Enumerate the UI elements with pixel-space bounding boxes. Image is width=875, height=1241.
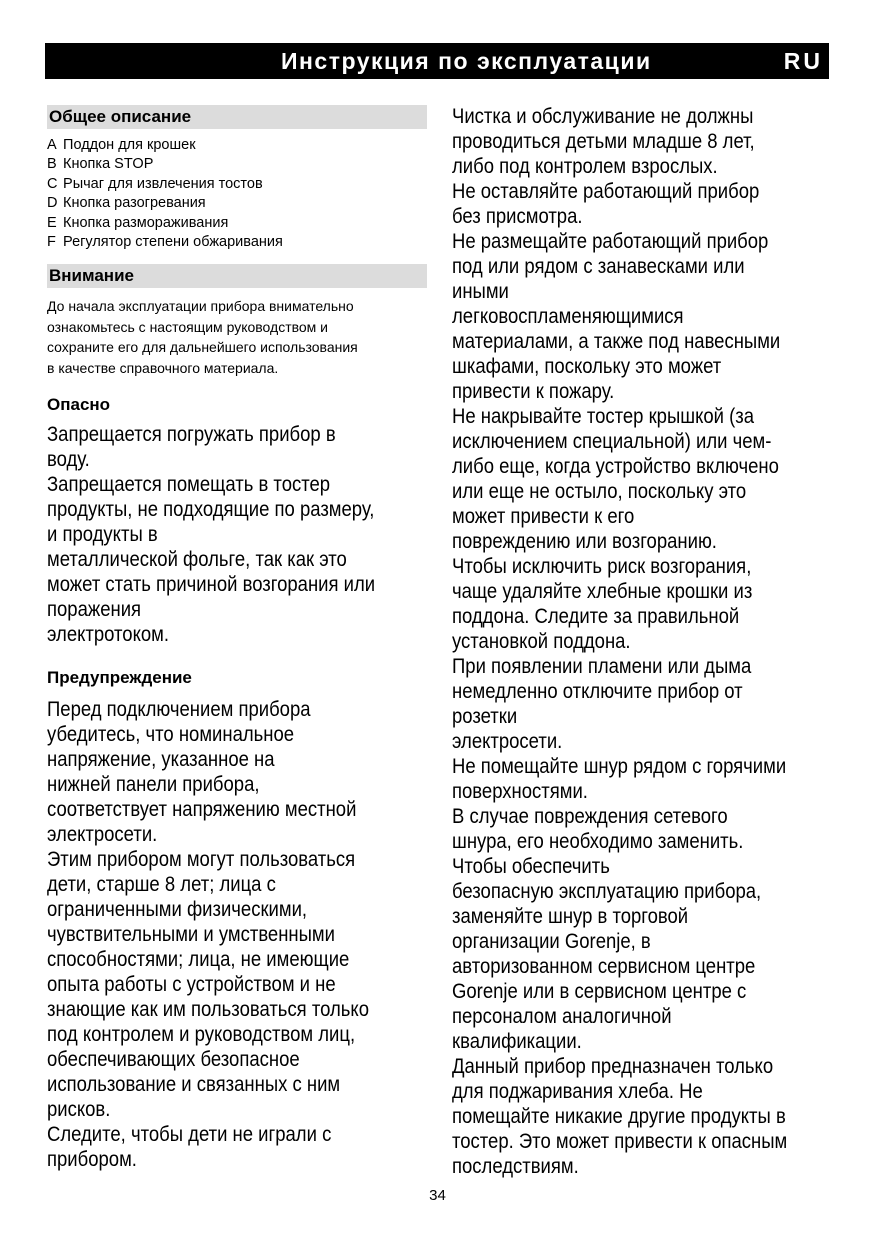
part-letter: D (47, 195, 58, 212)
text-line: Чистка и обслуживание не должны (452, 104, 754, 128)
part-label: Кнопка разогревания (63, 195, 206, 212)
text-line: использование и связанных с ним (47, 1072, 341, 1097)
text-line: проводиться детьми младше 8 лет, (452, 129, 755, 153)
parts-list-item (47, 155, 427, 174)
text-line: знающие как им пользоваться только (47, 997, 369, 1022)
parts-list-item (47, 194, 427, 213)
text-line: привести к пожару. (452, 379, 615, 403)
text-line: организации Gorenje, в (452, 929, 651, 953)
text-line: При появлении пламени или дыма (452, 654, 752, 678)
text-line: сохраните его для дальнейшего использования (47, 339, 358, 356)
text-line: Не помещайте шнур рядом с горячими (452, 754, 787, 778)
part-label: Кнопка размораживания (63, 214, 229, 231)
text-line: для поджаривания хлеба. Не (452, 1079, 703, 1103)
attention-text (47, 296, 427, 378)
text-line: или еще не остыло, поскольку это (452, 479, 747, 503)
text-line: прибором. (47, 1147, 137, 1172)
text-line: Следите, чтобы дети не играли с (47, 1122, 332, 1147)
text-line: помещайте никакие другие продукты в (452, 1104, 786, 1128)
text-line: Запрещается помещать в тостер (47, 472, 331, 497)
text-line: В случае повреждения сетевого (452, 804, 728, 828)
text-line: розетки (452, 704, 518, 728)
text-line: обеспечивающих безопасное (47, 1047, 300, 1072)
language-code: RU (783, 48, 823, 74)
text-line: электросети. (452, 729, 563, 753)
left-column (47, 105, 427, 1172)
text-line: Запрещается погружать прибор в (47, 422, 336, 447)
text-line: рисков. (47, 1097, 111, 1122)
text-line: Не накрывайте тостер крышкой (за (452, 404, 755, 428)
warning-text (47, 697, 427, 1172)
text-line: поражения (47, 597, 142, 622)
text-line: под или рядом с занавесками или (452, 254, 745, 278)
text-line: Перед подключением прибора (47, 697, 311, 722)
parts-list-item (47, 136, 427, 155)
text-line: нижней панели прибора, (47, 772, 260, 797)
part-letter: C (47, 175, 58, 192)
text-line: Не размещайте работающий прибор (452, 229, 769, 253)
text-line: соответствует напряжению местной (47, 797, 357, 822)
text-line: либо еще, когда устройство включено (452, 454, 779, 478)
page-number: 34 (429, 1187, 446, 1204)
text-line: безопасную эксплуатацию прибора, (452, 879, 762, 903)
text-line: чаще удаляйте хлебные крошки из (452, 579, 753, 603)
text-line: Чтобы обеспечить (452, 854, 610, 878)
text-line: квалификации. (452, 1029, 582, 1053)
text-line: Данный прибор предназначен только (452, 1054, 774, 1078)
text-line: поддона. Следите за правильной (452, 604, 740, 628)
text-line: Этим прибором могут пользоваться (47, 847, 356, 872)
text-line: персоналом аналогичной (452, 1004, 672, 1028)
parts-list-item (47, 175, 427, 194)
text-line: заменяйте шнур в торговой (452, 904, 689, 928)
text-line: напряжение, указанное на (47, 747, 275, 772)
part-label: Поддон для крошек (63, 137, 196, 153)
text-line: может стать причиной возгорания или (47, 572, 376, 597)
text-line: авторизованном сервисном центре (452, 954, 756, 978)
part-letter: F (47, 234, 56, 251)
part-letter: E (47, 214, 57, 231)
part-letter: B (47, 156, 57, 173)
danger-heading: Опасно (47, 395, 111, 415)
text-line: немедленно отключите прибор от (452, 679, 743, 703)
text-line: установкой поддона. (452, 629, 631, 653)
warning-heading: Предупреждение (47, 668, 192, 688)
text-line: продукты, не подходящие по размеру, (47, 497, 375, 522)
text-line: способностями; лица, не имеющие (47, 947, 350, 972)
text-line: До начала эксплуатации прибора внимательно (47, 298, 354, 315)
header-title: Инструкция по эксплуатации (281, 48, 652, 74)
general-description-heading: Общее описание (47, 105, 427, 129)
text-line: материалами, а также под навесными (452, 329, 781, 353)
parts-list-item (47, 214, 427, 233)
text-line: легковоспламеняющимися (452, 304, 684, 328)
part-label: Рычаг для извлечения тостов (63, 175, 263, 192)
danger-text (47, 422, 427, 647)
part-letter: A (47, 137, 57, 153)
page-header (45, 43, 829, 79)
text-line: под контролем и руководством лиц, (47, 1022, 356, 1047)
text-line: последствиям. (452, 1154, 579, 1178)
text-line: ограниченными физическими, (47, 897, 308, 922)
text-line: в качестве справочного материала. (47, 359, 279, 376)
part-label: Регулятор степени обжаривания (63, 234, 283, 251)
text-line: ознакомьтесь с настоящим руководством и (47, 318, 329, 335)
text-line: воду. (47, 447, 90, 472)
text-line: убедитесь, что номинальное (47, 722, 295, 747)
text-line: исключением специальной) или чем- (452, 429, 772, 453)
text-line: и продукты в (47, 522, 158, 547)
text-line: металлической фольге, так как это (47, 547, 347, 572)
text-line: Не оставляйте работающий прибор (452, 179, 760, 203)
attention-heading: Внимание (47, 264, 427, 288)
text-line: чувствительными и умственными (47, 922, 335, 947)
text-line: иными (452, 279, 509, 303)
text-line: шкафами, поскольку это может (452, 354, 722, 378)
text-line: тостер. Это может привести к опасным (452, 1129, 788, 1153)
text-line: либо под контролем взрослых. (452, 154, 718, 178)
text-line: поверхностями. (452, 779, 588, 803)
text-line: опыта работы с устройством и не (47, 972, 336, 997)
text-line: без присмотра. (452, 204, 583, 228)
text-line: электротоком. (47, 622, 170, 647)
part-label: Кнопка STOP (63, 156, 154, 173)
text-line: повреждению или возгоранию. (452, 529, 717, 553)
parts-list-item (47, 233, 427, 252)
text-line: может привести к его (452, 504, 635, 528)
text-line: дети, старше 8 лет; лица с (47, 872, 276, 897)
right-column (452, 104, 837, 1179)
text-line: электросети. (47, 822, 158, 847)
text-line: Чтобы исключить риск возгорания, (452, 554, 752, 578)
parts-list (47, 136, 427, 252)
text-line: Gorenje или в сервисном центре с (452, 979, 747, 1003)
text-line: шнура, его необходимо заменить. (452, 829, 744, 853)
